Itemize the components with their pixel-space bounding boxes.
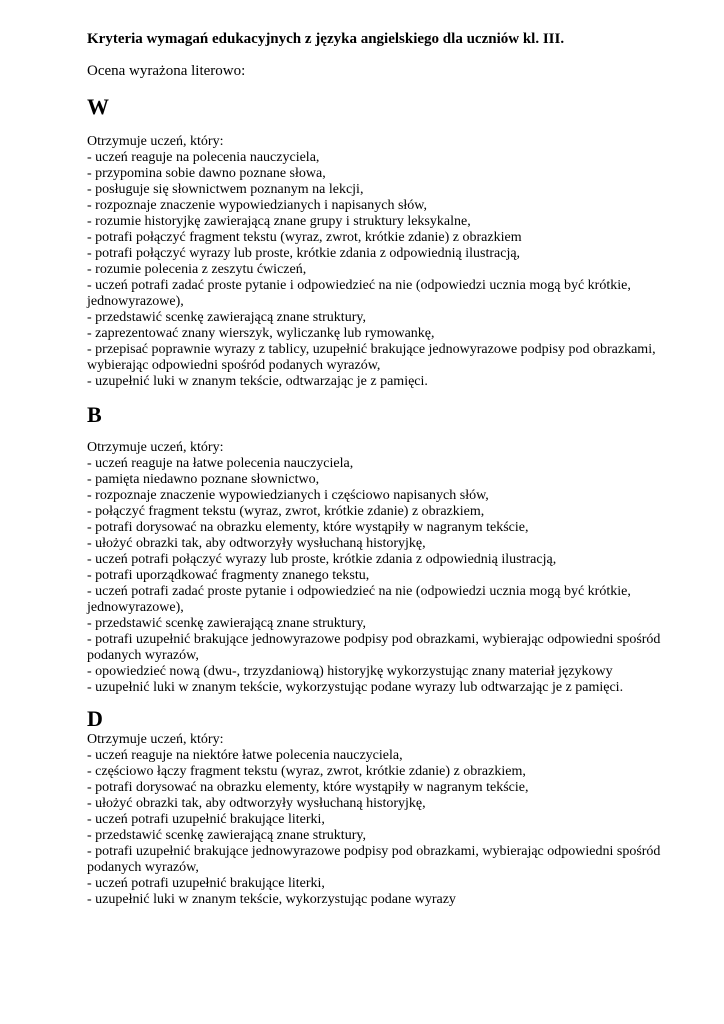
criterion-item: - potrafi dorysować na obrazku elementy, które wystąpiły w nagranym tekście, [87, 780, 529, 795]
grading-scale-label: Ocena wyrażona literowo: [87, 63, 246, 79]
criterion-item: - zaprezentować znany wierszyk, wyliczankę lub rymowankę, [87, 326, 435, 341]
criterion-item: - rozpoznaje znaczenie wypowiedzianych i częściowo napisanych słów, [87, 488, 489, 503]
criterion-item: - przedstawić scenkę zawierającą znane struktury, [87, 310, 366, 325]
criteria-list-b [87, 456, 687, 696]
criterion-item: - potrafi dorysować na obrazku elementy, które wystąpiły w nagranym tekście, [87, 520, 529, 535]
grade-section-w [87, 94, 687, 390]
grade-heading-b: B [87, 402, 102, 427]
document-page [87, 30, 687, 908]
criterion-item: - uczeń potrafi zadać proste pytanie i odpowiedzieć na nie (odpowiedzi ucznia mogą być krótkie, jednowyrazowe), [87, 278, 631, 309]
criterion-item: - rozpoznaje znaczenie wypowiedzianych i napisanych słów, [87, 198, 428, 213]
criterion-item: - potrafi połączyć wyrazy lub proste, krótkie zdania z odpowiednią ilustracją, [87, 246, 521, 261]
criterion-item: - przepisać poprawnie wyrazy z tablicy, uzupełnić brakujące jednowyrazowe podpisy pod obrazkami, wybierając odpowiedni spośród podanych wyrazów, [87, 342, 656, 373]
document-title: Kryteria wymagań edukacyjnych z języka angielskiego dla uczniów kl. III. [87, 31, 565, 47]
criterion-item: - uzupełnić luki w znanym tekście, wykorzystując podane wyrazy [87, 892, 456, 907]
criteria-list-w [87, 150, 687, 390]
criterion-item: - uczeń reaguje na niektóre łatwe polecenia nauczyciela, [87, 748, 403, 763]
grade-intro-d: Otrzymuje uczeń, który: [87, 732, 224, 747]
grade-intro-w: Otrzymuje uczeń, który: [87, 134, 224, 149]
grade-section-b [87, 402, 687, 696]
criterion-item: - pamięta niedawno poznane słownictwo, [87, 472, 320, 487]
criterion-item: - ułożyć obrazki tak, aby odtworzyły wysłuchaną historyjkę, [87, 796, 426, 811]
criterion-item: - przedstawić scenkę zawierającą znane struktury, [87, 616, 366, 631]
criterion-item: - uzupełnić luki w znanym tekście, odtwarzając je z pamięci. [87, 374, 428, 389]
grade-section-d [87, 706, 687, 908]
grade-heading-w: W [87, 94, 109, 119]
criterion-item: - uczeń potrafi zadać proste pytanie i odpowiedzieć na nie (odpowiedzi ucznia mogą być krótkie, jednowyrazowe), [87, 584, 631, 615]
criterion-item: - uczeń reaguje na łatwe polecenia nauczyciela, [87, 456, 354, 471]
grade-heading-d: D [87, 706, 103, 731]
criterion-item: - posługuje się słownictwem poznanym na lekcji, [87, 182, 364, 197]
criterion-item: - rozumie polecenia z zeszytu ćwiczeń, [87, 262, 307, 277]
criterion-item: - uzupełnić luki w znanym tekście, wykorzystując podane wyrazy lub odtwarzając je z pamięci. [87, 680, 624, 695]
criteria-list-d [87, 748, 687, 908]
criterion-item: - potrafi uzupełnić brakujące jednowyrazowe podpisy pod obrazkami, wybierając odpowiedni spośród podanych wyrazów, [87, 632, 661, 663]
criterion-item: - częściowo łączy fragment tekstu (wyraz, zwrot, krótkie zdanie) z obrazkiem, [87, 764, 526, 779]
criterion-item: - potrafi połączyć fragment tekstu (wyraz, zwrot, krótkie zdanie) z obrazkiem [87, 230, 522, 245]
criterion-item: - potrafi uzupełnić brakujące jednowyrazowe podpisy pod obrazkami, wybierając odpowiedni spośród podanych wyrazów, [87, 844, 661, 875]
criterion-item: - uczeń potrafi połączyć wyrazy lub proste, krótkie zdania z odpowiednią ilustracją, [87, 552, 557, 567]
criterion-item: - opowiedzieć nową (dwu-, trzyzdaniową) historyjkę wykorzystując znany materiał językowy [87, 664, 613, 679]
criterion-item: - uczeń potrafi uzupełnić brakujące literki, [87, 812, 325, 827]
criterion-item: - uczeń potrafi uzupełnić brakujące literki, [87, 876, 325, 891]
criterion-item: - przypomina sobie dawno poznane słowa, [87, 166, 326, 181]
grade-intro-b: Otrzymuje uczeń, który: [87, 440, 224, 455]
criterion-item: - rozumie historyjkę zawierającą znane grupy i struktury leksykalne, [87, 214, 471, 229]
criterion-item: - uczeń reaguje na polecenia nauczyciela, [87, 150, 320, 165]
criterion-item: - potrafi uporządkować fragmenty znanego tekstu, [87, 568, 370, 583]
criterion-item: - połączyć fragment tekstu (wyraz, zwrot, krótkie zdanie) z obrazkiem, [87, 504, 485, 519]
criterion-item: - ułożyć obrazki tak, aby odtworzyły wysłuchaną historyjkę, [87, 536, 426, 551]
criterion-item: - przedstawić scenkę zawierającą znane struktury, [87, 828, 366, 843]
